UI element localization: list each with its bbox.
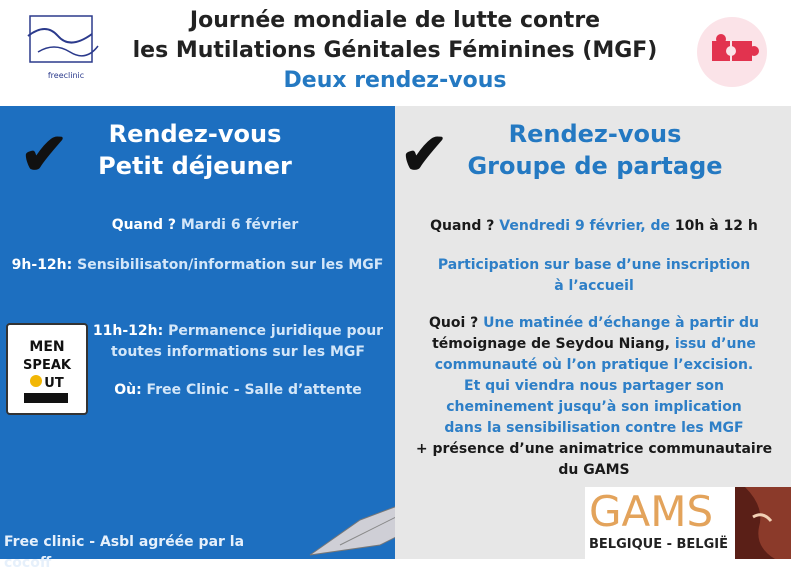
right-participation <box>400 255 788 297</box>
time-1-value: Sensibilisaton/information sur les MGF <box>77 257 384 273</box>
right-heading <box>455 118 735 182</box>
participation-line-1: Participation sur base d’une inscription <box>437 257 751 273</box>
right-when-value: Vendredi 9 février, <box>499 218 651 234</box>
svg-text:SPEAK: SPEAK <box>23 358 71 373</box>
left-when-value: Mardi 6 février <box>180 217 299 233</box>
right-when <box>400 216 788 237</box>
what-label: Quoi ? <box>428 315 479 331</box>
left-time-1 <box>0 255 395 276</box>
what-line-1: Une matinée d’échange à partir du <box>483 315 760 331</box>
presence-line-1: + présence d’une animatrice communautaire <box>415 441 773 457</box>
right-when-label: Quand ? <box>430 218 495 234</box>
freeclinic-logo-text: freeclinic <box>47 71 85 80</box>
left-where <box>88 380 388 401</box>
time-1-label: 9h-12h: <box>11 257 73 273</box>
time-2-value-line-1: Permanence juridique pour <box>168 323 384 339</box>
svg-text:UT: UT <box>44 376 64 391</box>
left-time-2 <box>88 321 388 363</box>
presence-line-2: du GAMS <box>558 462 630 478</box>
participation-line-2: à l’accueil <box>554 278 634 294</box>
left-footer: Free clinic - Asbl agréée par la cocoff <box>4 534 245 571</box>
right-what <box>400 313 788 481</box>
puzzle-icon <box>697 17 767 87</box>
page-subtitle: Deux rendez-vous <box>283 68 507 93</box>
right-heading-line-1: Rendez-vous <box>508 120 682 148</box>
what-line-6: dans la sensibilisation contre les MGF <box>444 420 744 436</box>
what-line-5: cheminement jusqu’à son implication <box>446 399 742 415</box>
header <box>0 0 791 106</box>
gams-portrait-image <box>735 487 791 559</box>
where-value: Free Clinic - Salle d’attente <box>146 382 362 398</box>
title-line-2: les Mutilations Génitales Féminines (MGF) <box>132 38 658 63</box>
gams-logo-text: GAMS <box>589 487 714 536</box>
left-heading <box>80 118 310 182</box>
men-speak-out-badge <box>6 323 88 415</box>
what-line-4: Et qui viendra nous partager son <box>464 378 724 394</box>
what-line-2b: issu d’une <box>674 336 756 352</box>
checkmark-icon: ✔ <box>20 122 69 187</box>
time-2-label: 11h-12h: <box>92 323 164 339</box>
svg-text:MEN: MEN <box>29 339 65 355</box>
right-when-prefix: de <box>650 218 671 234</box>
freeclinic-logo <box>24 12 114 84</box>
right-when-time: 10h à 12 h <box>674 218 758 234</box>
left-when-label: Quand ? <box>111 217 176 233</box>
gams-logo-subtitle: BELGIQUE - BELGIË <box>589 537 728 552</box>
left-heading-line-1: Rendez-vous <box>108 120 282 148</box>
what-line-3: communauté où l’on pratique l’excision. <box>434 357 754 373</box>
where-label: Où: <box>114 382 142 398</box>
checkmark-icon: ✔ <box>400 122 449 187</box>
left-heading-line-2: Petit déjeuner <box>98 152 292 180</box>
puzzle-logo <box>697 17 767 87</box>
title-line-1: Journée mondiale de lutte contre <box>189 8 601 33</box>
page-title <box>110 6 680 66</box>
what-line-2a: témoignage de Seydou Niang, <box>432 336 675 352</box>
gams-logo <box>585 487 791 559</box>
left-when <box>20 215 390 236</box>
right-heading-line-2: Groupe de partage <box>467 152 723 180</box>
time-2-value-line-2: toutes informations sur les MGF <box>111 344 365 360</box>
